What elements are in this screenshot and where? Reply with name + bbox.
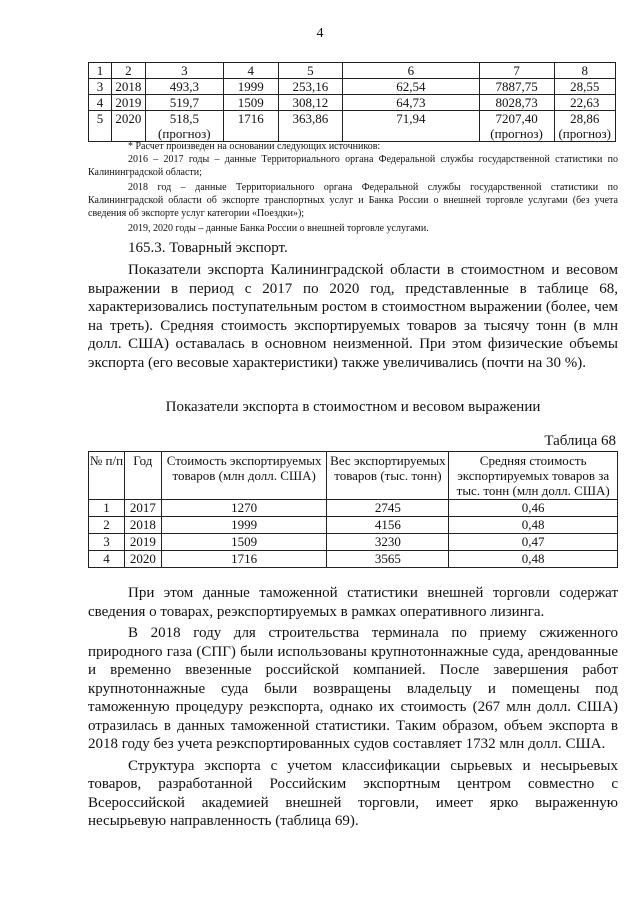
table-header-cell: Стоимость экспортируемых товаров (млн долл. США) bbox=[161, 452, 327, 500]
services-export-table-continued bbox=[88, 62, 616, 142]
footnote: 2018 год – данные Территориального органа Федеральной службы государственной статистики по Калининградской области об экспорте транспортных услуг и Банка России о внешней торговле услугами (без учета сведения об экспорте услуг категории «Поездки»); bbox=[88, 182, 618, 219]
table-cell bbox=[479, 111, 554, 142]
table-cell: 1 bbox=[89, 500, 125, 517]
paragraphs-block bbox=[88, 584, 618, 831]
table-cell: 1716 bbox=[161, 551, 327, 568]
forecast-note: (прогноз) bbox=[490, 126, 543, 141]
footnote: 2016 – 2017 годы – данные Территориального органа Федеральной службы государственной статистики по Калининградской области; bbox=[88, 154, 618, 178]
table-cell: 2018 bbox=[124, 517, 161, 534]
paragraph-1-block bbox=[88, 261, 618, 372]
forecast-note: (прогноз) bbox=[558, 126, 612, 141]
table-cell: 7 bbox=[479, 63, 554, 79]
table-row bbox=[89, 534, 618, 551]
table-cell: 2020 bbox=[112, 111, 146, 142]
footnote: 2019, 2020 годы – данные Банка России о внешней торговле услугами. bbox=[128, 223, 429, 234]
table-cell: 62,54 bbox=[343, 79, 479, 95]
table-header-row bbox=[89, 452, 618, 500]
table-cell: 1270 bbox=[161, 500, 327, 517]
paragraph: В 2018 году для строительства терминала по приему сжиженного природного газа (СПГ) были использованы крупнотоннажные суда, арендованные и временно ввезенные российской компанией. После завершения работ крупнотоннажные суда были возвращены владельцу и помещены под таможенную процедуру реэкспорта, однако их стоимость (267 млн долл. США) отразилась в данных таможенной статистики. Таким образом, объем экспорта в 2018 году без учета реэкспортированных судов составляет 1732 млн долл. США. bbox=[88, 625, 618, 752]
paragraph: Показатели экспорта Калининградской области в стоимостном и весовом выражении в период с 2017 по 2020 год, представленные в таблице 68, характеризовались поступательным ростом в стоимостном выражении (более, чем на треть). Средняя стоимость экспортируемых товаров за тысячу тонн (в млн долл. США) оставалась в основном неизменной. При этом физические объемы экспорта (его весовые характеристики) также увеличивались (почти на 30 %). bbox=[88, 262, 618, 371]
export-value-weight-table bbox=[88, 451, 618, 568]
table-cell bbox=[145, 111, 223, 142]
table-cell: 2019 bbox=[112, 95, 146, 111]
table-cell: 1509 bbox=[223, 95, 278, 111]
paragraph: При этом данные таможенной статистики внешней торговли содержат сведения о товарах, реэкспортируемых в рамках оперативного лизинга. bbox=[88, 585, 618, 620]
table-row bbox=[89, 95, 616, 111]
table-cell: 2 bbox=[112, 63, 146, 79]
table-cell: 8 bbox=[554, 63, 616, 79]
table-cell: 2017 bbox=[124, 500, 161, 517]
table-cell: 3230 bbox=[327, 534, 449, 551]
table-row bbox=[89, 500, 618, 517]
table-cell: 519,7 bbox=[145, 95, 223, 111]
table-cell: 3 bbox=[89, 534, 125, 551]
table-cell: 308,12 bbox=[278, 95, 343, 111]
table-cell: 5 bbox=[278, 63, 343, 79]
table-cell: 4 bbox=[89, 95, 112, 111]
table-row bbox=[89, 79, 616, 95]
page-number: 4 bbox=[316, 26, 324, 41]
table-cell: 5 bbox=[89, 111, 112, 142]
table-cell: 2018 bbox=[112, 79, 146, 95]
table-cell bbox=[554, 111, 616, 142]
table-header-cell: Вес экспортируемых товаров (тыс. тонн) bbox=[327, 452, 449, 500]
table-cell: 4 bbox=[89, 551, 125, 568]
table-cell: 2019 bbox=[124, 534, 161, 551]
cell-value: 7207,40 bbox=[495, 111, 538, 126]
table-cell: 1999 bbox=[223, 79, 278, 95]
table-cell: 4156 bbox=[327, 517, 449, 534]
table-cell: 363,86 bbox=[278, 111, 343, 142]
table-cell: 6 bbox=[343, 63, 479, 79]
table-cell: 0,46 bbox=[449, 500, 618, 517]
table-footnotes bbox=[88, 140, 618, 235]
table-cell: 1 bbox=[89, 63, 112, 79]
table-header-cell: № п/п bbox=[89, 452, 125, 500]
table-cell: 2 bbox=[89, 517, 125, 534]
table-row bbox=[89, 551, 618, 568]
table-cell: 1999 bbox=[161, 517, 327, 534]
paragraph: Структура экспорта с учетом классификации сырьевых и несырьевых товаров, разработанной Российским экспортным центром совместно с Всероссийской академией внешней торговли, имеет ярко выраженную несырьевую направленность (таблица 69). bbox=[88, 757, 618, 829]
table-cell: 3565 bbox=[327, 551, 449, 568]
table-cell: 28,55 bbox=[554, 79, 616, 95]
table-cell: 71,94 bbox=[343, 111, 479, 142]
table-header-cell: Год bbox=[124, 452, 161, 500]
table-cell: 1509 bbox=[161, 534, 327, 551]
footnote: * Расчет произведен на основании следующих источников: bbox=[128, 141, 381, 152]
table-cell: 8028,73 bbox=[479, 95, 554, 111]
table-cell: 4 bbox=[223, 63, 278, 79]
section-heading: 165.3. Товарный экспорт. bbox=[128, 240, 288, 256]
table-cell: 1716 bbox=[223, 111, 278, 142]
cell-value: 518,5 bbox=[169, 111, 199, 126]
table-cell: 0,48 bbox=[449, 517, 618, 534]
table-cell: 493,3 bbox=[145, 79, 223, 95]
table-cell: 3 bbox=[89, 79, 112, 95]
table-cell: 7887,75 bbox=[479, 79, 554, 95]
table-cell: 3 bbox=[145, 63, 223, 79]
table-label: Таблица 68 bbox=[544, 433, 616, 449]
table-cell: 22,63 bbox=[554, 95, 616, 111]
table-cell: 0,48 bbox=[449, 551, 618, 568]
forecast-note: (прогноз) bbox=[158, 126, 211, 141]
table-cell: 0,47 bbox=[449, 534, 618, 551]
table-cell: 253,16 bbox=[278, 79, 343, 95]
table-title: Показатели экспорта в стоимостном и весовом выражении bbox=[165, 399, 541, 415]
table-row bbox=[89, 111, 616, 142]
table-row bbox=[89, 517, 618, 534]
table-cell: 2745 bbox=[327, 500, 449, 517]
table-header-row bbox=[89, 63, 616, 79]
table-cell: 64,73 bbox=[343, 95, 479, 111]
table-cell: 2020 bbox=[124, 551, 161, 568]
table-header-cell: Средняя стоимость экспортируемых товаров за тыс. тонн (млн долл. США) bbox=[449, 452, 618, 500]
cell-value: 28,86 bbox=[570, 111, 600, 126]
